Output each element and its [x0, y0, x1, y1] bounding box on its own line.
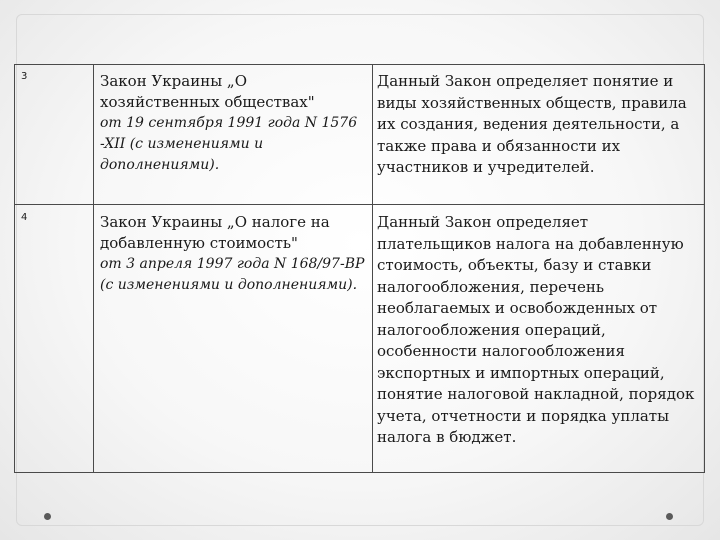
- law-cell: [94, 205, 373, 473]
- law-title: Закон Украины „О хозяйственных обществах": [100, 72, 315, 111]
- law-description: Данный Закон определяет понятие и виды хозяйственных обществ, правила их создания, ведения деятельности, а также права и обязанности их участников и учредителей.: [373, 65, 705, 205]
- laws-table: [14, 64, 705, 473]
- law-description: Данный Закон определяет плательщиков налога на добавленную стоимость, объекты, базу и ставки налогообложения, перечень необлагаемых и освобожденных от налогообложения операций, особенности налогообложения экспортных и импортных операций, понятие налоговой накладной, порядок учета, отчетности и порядка уплаты налога в бюджет.: [373, 205, 705, 473]
- law-subtitle: от 19 сентября 1991 года N 1576 -XII (с изменениями и дополнениями).: [100, 115, 358, 173]
- table-row: [15, 65, 705, 205]
- bullet-bottom-left: [44, 513, 51, 520]
- row-number: 4: [15, 205, 94, 473]
- law-subtitle: от 3 апреля 1997 года N 168/97-ВР (с изменениями и дополнениями).: [100, 256, 365, 293]
- law-title: Закон Украины „О налоге на добавленную стоимость": [100, 213, 330, 252]
- bullet-bottom-right: [666, 513, 673, 520]
- table-row: [15, 205, 705, 473]
- law-cell: [94, 65, 373, 205]
- row-number: 3: [15, 65, 94, 205]
